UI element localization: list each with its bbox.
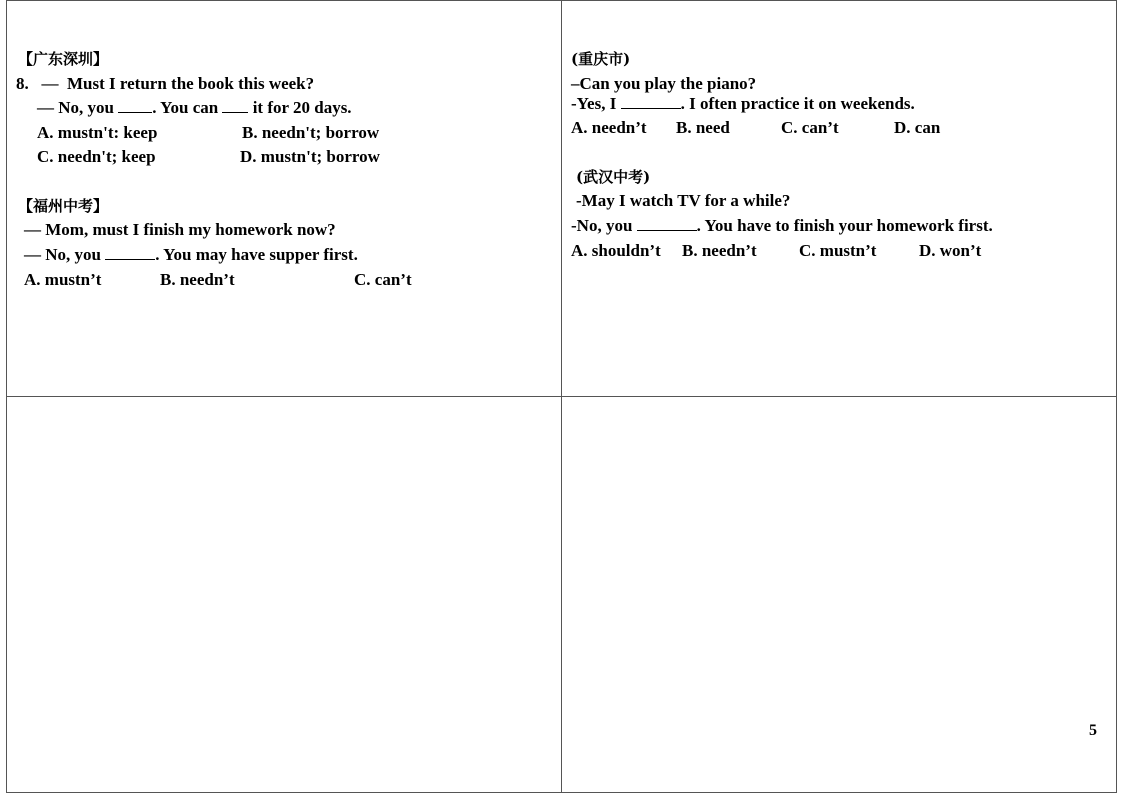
shenzhen-source: 【广东深圳】 bbox=[18, 50, 109, 68]
answer-blank bbox=[118, 98, 152, 113]
cell-bottom-right bbox=[561, 396, 1117, 793]
option-d: D. won’t bbox=[919, 241, 982, 260]
option-b: B. needn’t bbox=[682, 241, 757, 260]
fuzhou-source: 【福州中考】 bbox=[18, 197, 109, 215]
option-b: B. need bbox=[676, 118, 730, 137]
option-a: A. mustn’t bbox=[24, 270, 102, 289]
chongqing-answer: -Yes, I . I often practice it on weekends. bbox=[571, 94, 915, 113]
answer-blank bbox=[637, 216, 697, 231]
chongqing-source: (重庆市) bbox=[571, 50, 631, 68]
option-b: B. needn't; borrow bbox=[242, 123, 380, 142]
answer-blank bbox=[621, 94, 681, 109]
option-a: A. needn’t bbox=[571, 118, 647, 137]
option-c: C. needn't; keep bbox=[37, 147, 156, 166]
question-text: — Must I return the book this week? bbox=[41, 74, 315, 93]
option-c: C. can’t bbox=[781, 118, 839, 137]
shenzhen-answer: — No, you . You can it for 20 days. bbox=[37, 98, 352, 117]
shenzhen-question bbox=[16, 74, 314, 94]
option-a: A. mustn't: keep bbox=[37, 123, 158, 142]
option-d: D. can bbox=[894, 118, 941, 137]
page-number: 5 bbox=[1089, 722, 1097, 739]
fuzhou-answer: — No, you . You may have supper first. bbox=[24, 245, 358, 264]
answer-blank bbox=[105, 245, 155, 260]
cell-bottom-left bbox=[6, 396, 562, 793]
answer-blank bbox=[222, 98, 248, 113]
wuhan-answer: -No, you . You have to finish your homework first. bbox=[571, 216, 993, 235]
question-number: 8. bbox=[16, 74, 29, 93]
option-a: A. shouldn’t bbox=[571, 241, 661, 260]
option-c: C. can’t bbox=[354, 270, 412, 289]
option-d: D. mustn't; borrow bbox=[240, 147, 380, 166]
option-c: C. mustn’t bbox=[799, 241, 877, 260]
fuzhou-question: — Mom, must I finish my homework now? bbox=[24, 220, 336, 239]
wuhan-source: (武汉中考) bbox=[576, 168, 651, 186]
wuhan-question: -May I watch TV for a while? bbox=[576, 191, 791, 210]
option-b: B. needn’t bbox=[160, 270, 235, 289]
chongqing-question: –Can you play the piano? bbox=[571, 74, 757, 93]
